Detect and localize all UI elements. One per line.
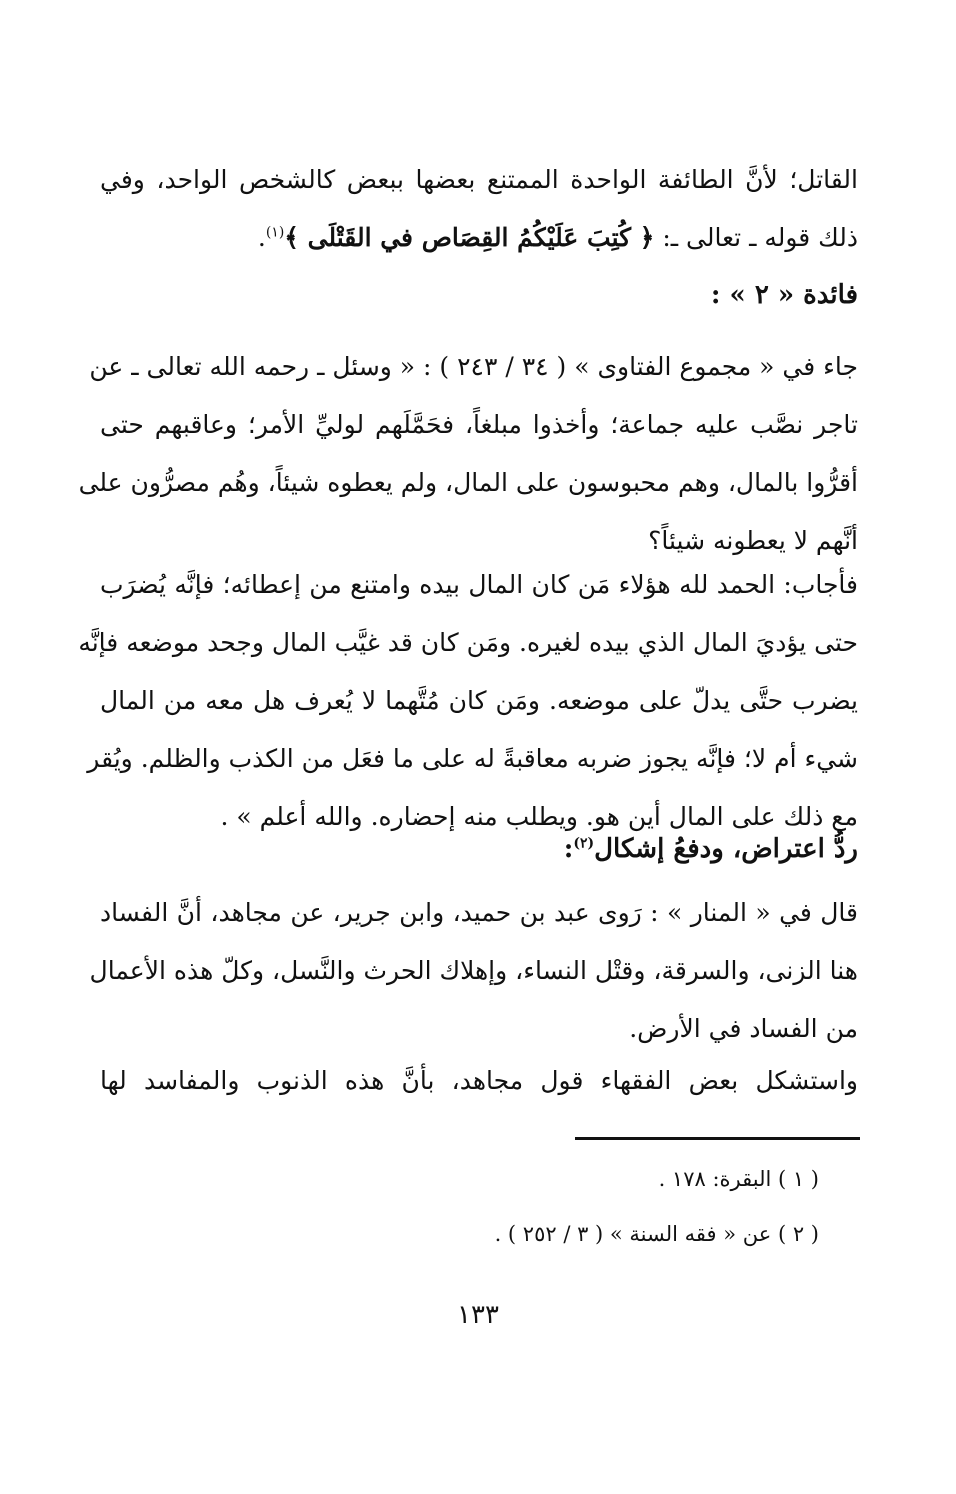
footnote-ref-2: (٢) bbox=[573, 835, 595, 852]
paragraph-1-line-2-prefix: ذلك قوله ـ تعالى ـ: bbox=[654, 223, 858, 252]
footnote-1: ( ١ ) البقرة: ١٧٨ . bbox=[658, 1167, 819, 1191]
paragraph-3-line-5: مع ذلك على المال أين هو. ويطلب منه إحضاره. والله أعلم » . bbox=[220, 802, 858, 831]
heading-rebuttal-suffix: : bbox=[563, 834, 574, 864]
heading-rebuttal bbox=[564, 834, 858, 864]
page-number: ١٣٣ bbox=[457, 1300, 499, 1330]
paragraph-4-line-1: قال في « المنار » : رَوى عبد بن حميد، وابن جرير، عن مجاهد، أنَّ الفساد bbox=[100, 898, 858, 927]
paragraph-5-line-1: واستشكل بعض الفقهاء قول مجاهد، بأنَّ هذه الذنوب والمفاسد لها bbox=[100, 1066, 858, 1095]
heading-rebuttal-text: ردُّ اعتراض، ودفعُ إشكال bbox=[594, 834, 858, 864]
paragraph-1-line-2-suffix: . bbox=[257, 223, 266, 252]
paragraph-3 bbox=[78, 556, 858, 846]
footnote-2: ( ٢ ) عن « فقه السنة » ( ٣ / ٢٥٢ ) . bbox=[494, 1222, 819, 1246]
footnote-separator bbox=[575, 1137, 860, 1140]
paragraph-1-line-2 bbox=[100, 209, 858, 267]
paragraph-2-line-4: أنَّهم لا يعطونه شيئاً؟ bbox=[648, 526, 858, 555]
quran-verse: ﴿ كُتِبَ عَلَيْكُمُ القِصَاص في القَتْلَى ﴾ bbox=[284, 223, 655, 252]
paragraph-2 bbox=[78, 338, 858, 570]
paragraph-1-line-1: القاتل؛ لأنَّ الطائفة الواحدة الممتنع بعضها ببعض كالشخص الواحد، وفي bbox=[100, 165, 858, 194]
footnote-ref-1: (١) bbox=[265, 224, 285, 241]
paragraph-4-line-2: هنا الزنى، والسرقة، وقتْل النساء، وإهلاك الحرث والنَّسل، وكلّ هذه الأعمال bbox=[89, 956, 858, 985]
paragraph-2-line-1: جاء في « مجموع الفتاوى » ( ٣٤ / ٢٤٣ ) : « وسئل ـ رحمه الله تعالى ـ عن bbox=[89, 352, 858, 381]
paragraph-2-line-2: تاجر نصَّب عليه جماعة؛ وأخذوا مبلغاً، فحَمَّلَهم لوليِّ الأمر؛ وعاقبهم حتى bbox=[100, 410, 858, 439]
paragraph-1 bbox=[100, 151, 858, 267]
paragraph-4 bbox=[89, 884, 858, 1058]
paragraph-3-line-2: حتى يؤديَ المال الذي بيده لغيره. ومَن كان قد غيَّب المال وجحد موضعه فإنَّه bbox=[78, 628, 858, 657]
heading-faida-2: فائدة « ٢ » : bbox=[710, 280, 858, 310]
paragraph-5 bbox=[100, 1052, 858, 1110]
paragraph-3-line-1: فأجاب: الحمد لله هؤلاء مَن كان المال بيده وامتنع من إعطائه؛ فإنَّه يُضرَب bbox=[100, 570, 858, 599]
paragraph-2-line-3: أقرُّوا بالمال، وهم محبوسون على المال، ولم يعطوه شيئاً، وهُم مصرُّون على bbox=[78, 468, 858, 497]
paragraph-3-line-4: شيء أم لا؛ فإنَّه يجوز ضربه معاقبةً له على ما فعَل من الكذب والظلم. ويُقر bbox=[87, 744, 858, 773]
paragraph-4-line-3: من الفساد في الأرض. bbox=[629, 1014, 858, 1043]
paragraph-3-line-3: يضرب حتَّى يدلّ على موضعه. ومَن كان مُتَّهما لا يُعرف هل معه من المال bbox=[100, 686, 858, 715]
